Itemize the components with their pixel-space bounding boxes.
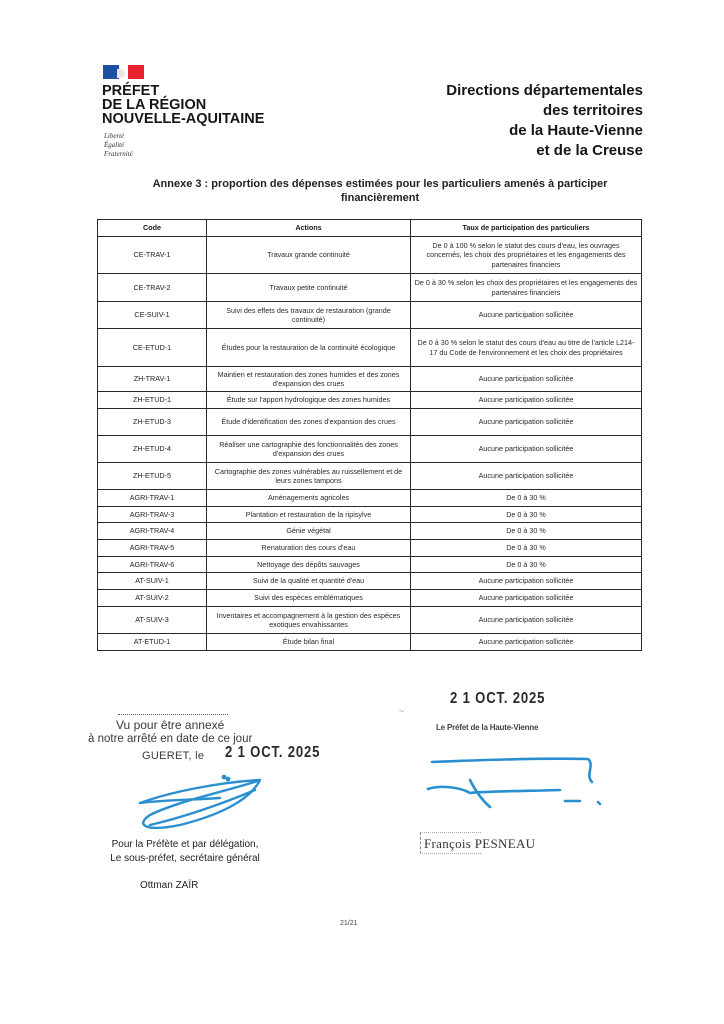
motto-line: Liberté — [104, 132, 125, 140]
table-row — [98, 573, 642, 590]
table-row — [98, 409, 642, 436]
cell-rate: De 0 à 30 % selon les choix des propriétaires et les engagements des partenaires financiers — [411, 274, 642, 302]
cell-action: Cartographie des zones vulnérables au ruissellement et de leurs zones tampons — [207, 463, 411, 490]
participation-table — [97, 219, 642, 651]
marianne-profile-icon — [117, 69, 125, 78]
cell-code: CE-ETUD-1 — [98, 329, 207, 367]
stamp-dotted-line — [118, 714, 228, 715]
table-row — [98, 302, 642, 329]
annex-stamp-city: GUERET, le — [142, 750, 205, 762]
table-row — [98, 367, 642, 392]
cell-action: Aménagements agricoles — [207, 490, 411, 507]
cell-code: CE-TRAV-2 — [98, 274, 207, 302]
cell-code: CE-SUIV-1 — [98, 302, 207, 329]
signature-right-icon — [420, 755, 630, 815]
cell-rate: Aucune participation sollicitée — [411, 607, 642, 634]
cell-rate: Aucune participation sollicitée — [411, 590, 642, 607]
signature-left-caption — [100, 838, 270, 866]
cell-action: Suivi des effets des travaux de restauration (grande continuité) — [207, 302, 411, 329]
cell-rate: Aucune participation sollicitée — [411, 302, 642, 329]
signatory-name-right: François PESNEAU — [424, 836, 536, 851]
prefecture-line: NOUVELLE-AQUITAINE — [102, 111, 265, 127]
directorate-line: Directions départementales — [446, 82, 643, 99]
cell-action: Plantation et restauration de la ripisylve — [207, 507, 411, 523]
table-row — [98, 557, 642, 573]
directorate-line: des territoires — [542, 102, 643, 119]
table-row — [98, 540, 642, 557]
table-row — [98, 490, 642, 507]
prefecture-line: PRÉFET — [102, 83, 160, 99]
cell-code: AGRI-TRAV-1 — [98, 490, 207, 507]
cell-code: AT-SUIV-2 — [98, 590, 207, 607]
cell-rate: Aucune participation sollicitée — [411, 463, 642, 490]
annex-stamp-line2: à notre arrêté en date de ce jour — [88, 733, 253, 745]
table-row — [98, 436, 642, 463]
cell-action: Suivi de la qualité et quantité d'eau — [207, 573, 411, 590]
cell-rate: Aucune participation sollicitée — [411, 392, 642, 409]
cell-action: Nettoyage des dépôts sauvages — [207, 557, 411, 573]
cell-code: AGRI-TRAV-3 — [98, 507, 207, 523]
cell-action: Inventaires et accompagnement à la gestion des espèces exotiques envahissantes — [207, 607, 411, 634]
cell-code: CE-TRAV-1 — [98, 237, 207, 274]
annex-title-line: Annexe 3 : proportion des dépenses estimées pour les particuliers amenés à participer — [152, 178, 608, 190]
cell-rate: Aucune participation sollicitée — [411, 573, 642, 590]
motto-line: Égalité — [104, 141, 125, 149]
directorate-name — [446, 81, 643, 161]
column-header-rate: Taux de participation des particuliers — [411, 220, 642, 237]
table-row — [98, 392, 642, 409]
stamp-date-left: 2 1 OCT. 2025 — [225, 744, 321, 761]
cell-action: Suivi des espèces emblématiques — [207, 590, 411, 607]
cell-action: Étude d'identification des zones d'expansion des crues — [207, 409, 411, 436]
cell-action: Réaliser une cartographie des fonctionnalités des zones d'expansion des crues — [207, 436, 411, 463]
marianne-flag-logo — [103, 65, 144, 79]
cell-rate: De 0 à 30 % — [411, 540, 642, 557]
table-row — [98, 329, 642, 367]
cell-action: Étude bilan final — [207, 634, 411, 651]
prefect-stamp-caption: Le Préfet de la Haute-Vienne — [436, 723, 539, 732]
cell-rate: De 0 à 30 % — [411, 557, 642, 573]
cell-code: AGRI-TRAV-6 — [98, 557, 207, 573]
column-header-code: Code — [98, 220, 207, 237]
table-row — [98, 523, 642, 540]
directorate-line: et de la Creuse — [536, 142, 643, 159]
cell-rate: De 0 à 100 % selon le statut des cours d'eau, les ouvrages concernés, les choix des propriétaires et les engagements des partenaires financiers — [411, 237, 642, 274]
prefecture-name — [102, 84, 264, 126]
cell-code: AT-SUIV-3 — [98, 607, 207, 634]
table-row — [98, 607, 642, 634]
cell-rate: Aucune participation sollicitée — [411, 367, 642, 392]
table-header-row — [98, 220, 642, 237]
directorate-line: de la Haute-Vienne — [509, 122, 643, 139]
cell-code: AGRI-TRAV-5 — [98, 540, 207, 557]
cell-action: Études pour la restauration de la continuité écologique — [207, 329, 411, 367]
cell-code: AT-ETUD-1 — [98, 634, 207, 651]
cell-rate: De 0 à 30 % — [411, 523, 642, 540]
stamp-date-right: 2 1 OCT. 2025 — [450, 690, 546, 707]
page-number: 21/21 — [340, 920, 358, 927]
caption-line: Le sous-préfet, secrétaire général — [110, 853, 260, 864]
cell-rate: Aucune participation sollicitée — [411, 409, 642, 436]
cell-action: Travaux grande continuité — [207, 237, 411, 274]
column-header-actions: Actions — [207, 220, 411, 237]
signature-left-icon — [120, 770, 300, 840]
table-row — [98, 237, 642, 274]
caption-line: Pour la Préfète et par délégation, — [111, 839, 259, 850]
cell-code: ZH-ETUD-3 — [98, 409, 207, 436]
table-row — [98, 274, 642, 302]
cell-rate: De 0 à 30 % selon le statut des cours d'eau au titre de l'article L214-17 du Code de l'environnement et les choix des propriétaires — [411, 329, 642, 367]
cell-code: AT-SUIV-1 — [98, 573, 207, 590]
cell-code: ZH-ETUD-5 — [98, 463, 207, 490]
cell-rate: De 0 à 30 % — [411, 490, 642, 507]
cell-action: Génie végétal — [207, 523, 411, 540]
cell-rate: Aucune participation sollicitée — [411, 634, 642, 651]
annex-title-line: financièrement — [340, 192, 420, 204]
motto-line: Fraternité — [104, 150, 133, 158]
cell-action: Maintien et restauration des zones humides et des zones d'expansion des crues — [207, 367, 411, 392]
cell-rate: De 0 à 30 % — [411, 507, 642, 523]
table-row — [98, 463, 642, 490]
cell-action: Renaturation des cours d'eau — [207, 540, 411, 557]
republic-motto — [104, 132, 133, 159]
annex-title — [100, 177, 660, 205]
cell-code: ZH-TRAV-1 — [98, 367, 207, 392]
prefecture-line: DE LA RÉGION — [102, 97, 207, 113]
table-row — [98, 507, 642, 523]
table-row — [98, 590, 642, 607]
cell-code: ZH-ETUD-4 — [98, 436, 207, 463]
annex-stamp-line1: Vu pour être annexé — [116, 718, 225, 732]
signatory-name-left: Ottman ZAÏR — [140, 880, 199, 891]
cell-code: ZH-ETUD-1 — [98, 392, 207, 409]
cell-action: Travaux petite continuité — [207, 274, 411, 302]
small-mark-icon: ~ — [399, 706, 405, 716]
cell-code: AGRI-TRAV-4 — [98, 523, 207, 540]
cell-action: Étude sur l'apport hydrologique des zones humides — [207, 392, 411, 409]
cell-rate: Aucune participation sollicitée — [411, 436, 642, 463]
table-row — [98, 634, 642, 651]
flag-red-block — [128, 65, 144, 79]
